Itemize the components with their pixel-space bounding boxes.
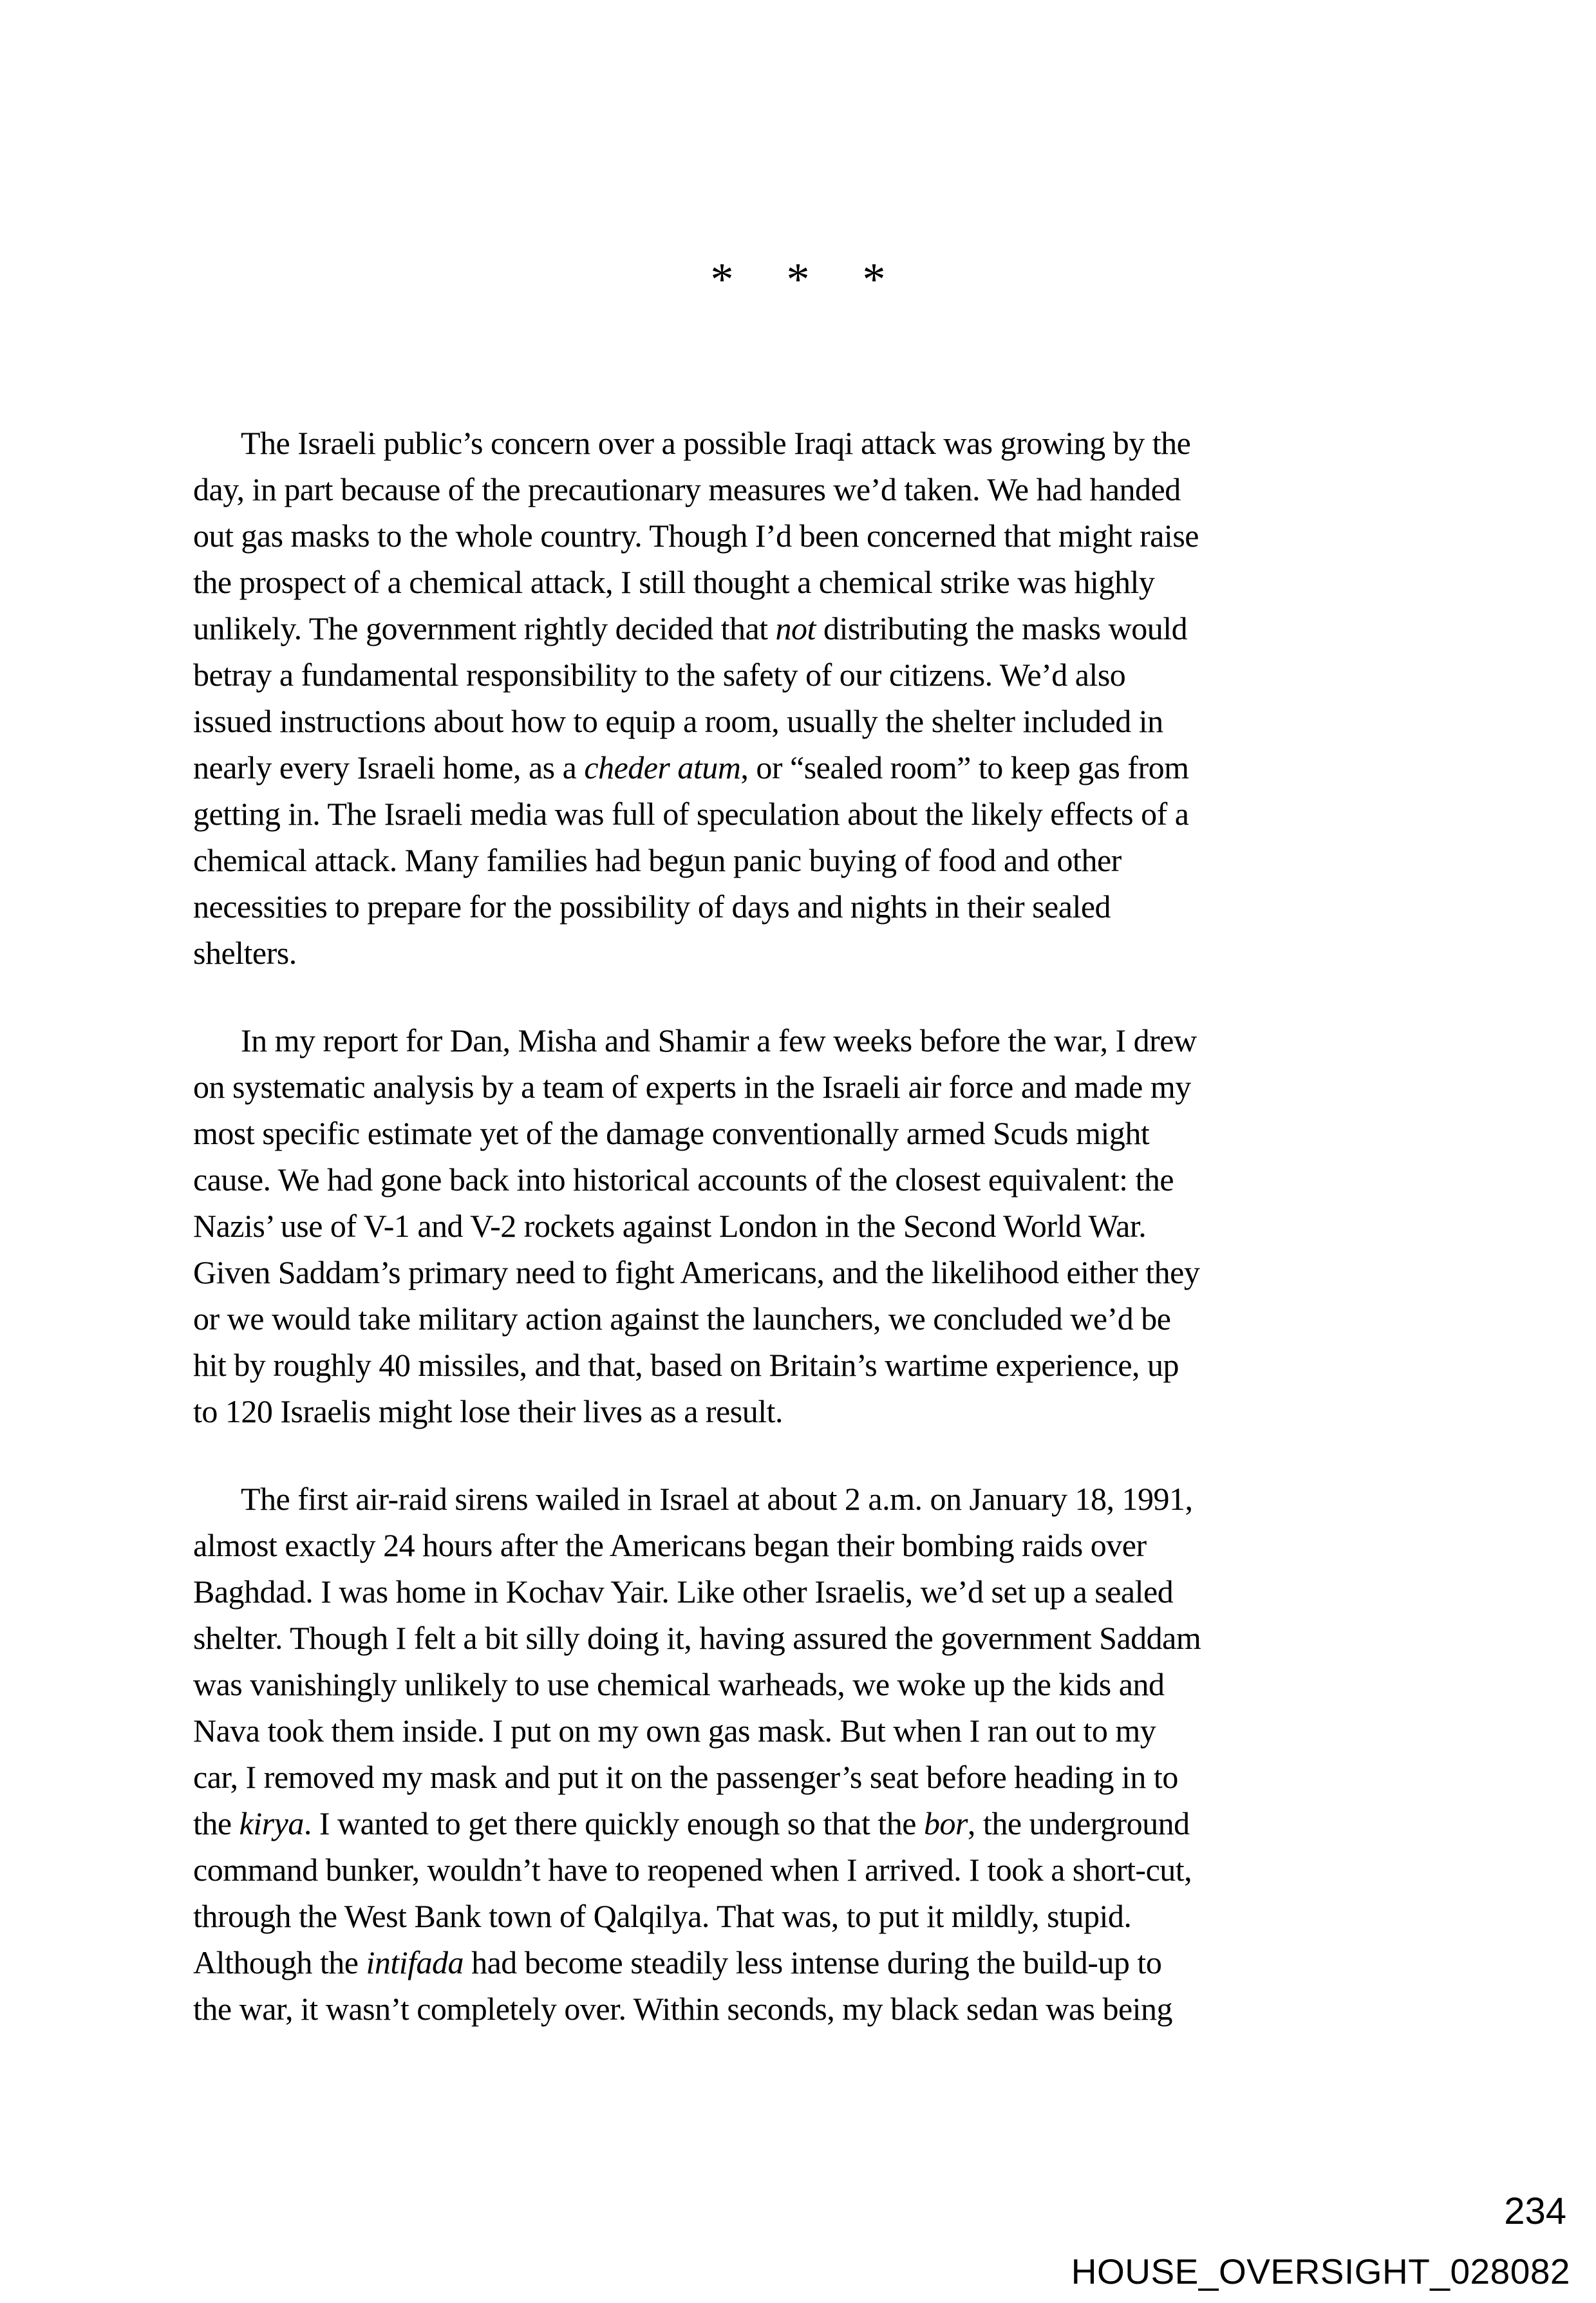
text-line: In my report for Dan, Misha and Shamir a few weeks before the war, I drew [241,1022,1197,1058]
text-line: the kirya. I wanted to get there quickly enough so that the bor, the underground [193,1805,1190,1841]
text-line: car, I removed my mask and put it on the passenger’s seat before heading in to [193,1759,1178,1795]
text-line: shelter. Though I felt a bit silly doing it, having assured the government Saddam [193,1620,1201,1656]
text-line: betray a fundamental responsibility to the safety of our citizens. We’d also [193,657,1126,693]
text-line: The first air-raid sirens wailed in Israel at about 2 a.m. on January 18, 1991, [241,1481,1193,1517]
text-line: getting in. The Israeli media was full of speculation about the likely effects of a [193,796,1189,832]
paragraph [193,1017,1416,1434]
text-line: shelters. [193,935,297,971]
text-line: the prospect of a chemical attack, I still thought a chemical strike was highly [193,564,1155,600]
text-line: Nava took them inside. I put on my own gas mask. But when I ran out to my [193,1713,1156,1749]
text-line: command bunker, wouldn’t have to reopened when I arrived. I took a short-cut, [193,1852,1192,1888]
text-line: unlikely. The government rightly decided that not distributing the masks would [193,610,1188,646]
paragraph [193,1476,1416,2032]
text-line: hit by roughly 40 missiles, and that, based on Britain’s wartime experience, up [193,1347,1179,1383]
bates-stamp: HOUSE_OVERSIGHT_028082 [1071,2251,1570,2291]
text-line: to 120 Israelis might lose their lives as a result. [193,1393,783,1429]
text-line: issued instructions about how to equip a room, usually the shelter included in [193,703,1163,739]
text-line: through the West Bank town of Qalqilya. That was, to put it mildly, stupid. [193,1898,1132,1934]
asterisk: * [710,254,734,305]
text-line: Baghdad. I was home in Kochav Yair. Like other Israelis, we’d set up a sealed [193,1574,1174,1610]
asterisk: * [786,254,810,305]
text-line: the war, it wasn’t completely over. Within seconds, my black sedan was being [193,1991,1173,2027]
text-line: chemical attack. Many families had begun panic buying of food and other [193,842,1122,878]
text-line: nearly every Israeli home, as a cheder atum, or “sealed room” to keep gas from [193,749,1189,785]
asterisk: * [862,254,886,305]
body-text [193,420,1416,2032]
section-separator [0,256,1596,303]
text-line: cause. We had gone back into historical accounts of the closest equivalent: the [193,1161,1174,1198]
text-line: most specific estimate yet of the damage conventionally armed Scuds might [193,1115,1150,1151]
text-line: was vanishingly unlikely to use chemical warheads, we woke up the kids and [193,1666,1165,1702]
text-line: out gas masks to the whole country. Though I’d been concerned that might raise [193,518,1199,554]
text-line: almost exactly 24 hours after the Americans began their bombing raids over [193,1527,1147,1563]
text-line: The Israeli public’s concern over a possible Iraqi attack was growing by the [241,425,1191,461]
text-line: Given Saddam’s primary need to fight Americans, and the likelihood either they [193,1254,1200,1290]
page-number: 234 [1504,2190,1566,2232]
text-line: day, in part because of the precautionary measures we’d taken. We had handed [193,471,1181,507]
text-line: on systematic analysis by a team of experts in the Israeli air force and made my [193,1069,1191,1105]
text-line: Nazis’ use of V-1 and V-2 rockets against London in the Second World War. [193,1208,1147,1244]
text-line: or we would take military action against the launchers, we concluded we’d be [193,1301,1171,1337]
paragraph [193,420,1416,976]
text-line: necessities to prepare for the possibility of days and nights in their sealed [193,888,1111,925]
text-line: Although the intifada had become steadily less intense during the build-up to [193,1944,1162,1980]
